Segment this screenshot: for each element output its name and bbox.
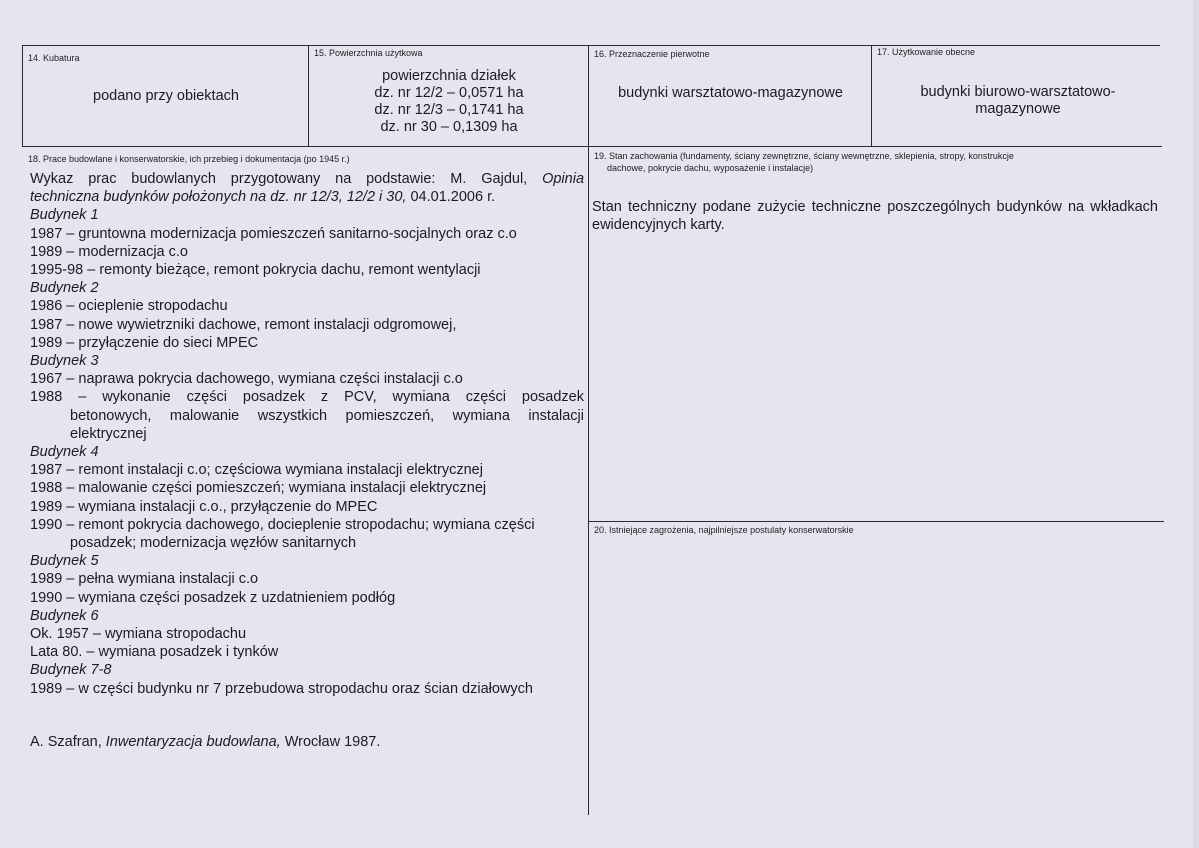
field-16-value: budynki warsztatowo-magazynowe xyxy=(618,85,843,101)
work-entry: 1995-98 – remonty bieżące, remont pokrycia dachu, remont wentylacji xyxy=(30,262,481,279)
work-entry: 1990 – remont pokrycia dachowego, docieplenie stropodachu; wymiana części xyxy=(30,516,535,533)
field-14-value: podano przy obiektach xyxy=(93,88,239,104)
building-heading: Budynek 6 xyxy=(30,607,99,624)
work-entry: 1989 – w części budynku nr 7 przebudowa stropodachu oraz ścian działowych xyxy=(30,680,533,697)
intro-italic: techniczna budynków położonych na dz. nr 12/3, 12/2 i 30, xyxy=(30,189,407,206)
building-heading: Budynek 5 xyxy=(30,553,99,570)
col-divider-16-17 xyxy=(871,45,872,147)
work-entry: 1987 – gruntowna modernizacja pomieszczeń sanitarno-socjalnych oraz c.o xyxy=(30,225,517,242)
field-15-line: dz. nr 12/2 – 0,0571 ha xyxy=(374,85,524,101)
col-divider-14-15 xyxy=(308,45,309,147)
field-15-line: dz. nr 12/3 – 0,1741 ha xyxy=(374,102,524,118)
section-19-label-line: dachowe, pokrycie dachu, wyposażenie i instalacje) xyxy=(607,163,814,173)
building-heading: Budynek 1 xyxy=(30,207,99,224)
field-17-line: budynki biurowo-warsztatowo- xyxy=(920,84,1116,100)
work-entry: 1987 – nowe wywietrzniki dachowe, remont instalacji odgromowej, xyxy=(30,316,457,333)
work-entry: 1989 – wymiana instalacji c.o., przyłączenie do MPEC xyxy=(30,498,378,515)
field-15-label: 15. Powierzchnia użytkowa xyxy=(314,48,423,58)
work-entry: 1967 – naprawa pokrycia dachowego, wymiana części instalacji c.o xyxy=(30,371,463,388)
work-entry-continuation: elektrycznej xyxy=(70,425,147,442)
col-divider-main xyxy=(588,45,589,815)
section-19-label xyxy=(594,150,1014,174)
field-16-label: 16. Przeznaczenie pierwotne xyxy=(594,49,710,59)
source-author: A. Szafran, xyxy=(30,734,106,750)
section-19-text: Stan techniczny podane zużycie techniczne poszczególnych budynków na wkładkach ewidencyjnych karty. xyxy=(592,199,1158,234)
intro-line xyxy=(30,170,584,188)
work-entry: 1988 – wykonanie części posadzek z PCV, wymiana części posadzek xyxy=(30,389,584,406)
work-entry: Lata 80. – wymiana posadzek i tynków xyxy=(30,644,279,661)
work-entry: 1989 – pełna wymiana instalacji c.o xyxy=(30,571,259,588)
section-18-label: 18. Prace budowlane i konserwatorskie, ich przebieg i dokumentacja (po 1945 r.) xyxy=(28,154,350,164)
building-heading: Budynek 3 xyxy=(30,353,99,370)
work-entry: 1989 – modernizacja c.o xyxy=(30,243,188,260)
left-border xyxy=(22,45,23,147)
section-19-label-line: 19. Stan zachowania (fundamenty, ściany zewnętrzne, ściany wewnętrzne, sklepienia, stropy, konstrukcje xyxy=(594,151,1014,161)
intro-italic: Opinia xyxy=(542,171,585,187)
field-15-value xyxy=(310,68,588,136)
section-20-label: 20. Istniejące zagrożenia, najpilniejsze postulaty konserwatorskie xyxy=(594,525,854,535)
field-15-line: dz. nr 30 – 0,1309 ha xyxy=(380,119,518,135)
work-entry-continuation: posadzek; modernizacja węzłów sanitarnych xyxy=(70,535,357,552)
work-entry-continuation: betonowych, malowanie wszystkich pomieszczeń, wymiana instalacji xyxy=(70,407,584,424)
work-entry: 1986 – ocieplenie stropodachu xyxy=(30,298,228,315)
work-entry: 1987 – remont instalacji c.o; częściowa wymiana instalacji elektrycznej xyxy=(30,462,483,479)
intro-date: 04.01.2006 r. xyxy=(406,189,496,206)
source-reference xyxy=(30,733,584,751)
building-heading: Budynek 2 xyxy=(30,280,99,297)
intro-line xyxy=(30,188,584,206)
work-entry: 1990 – wymiana części posadzek z uzdatnieniem podłóg xyxy=(30,589,396,606)
intro-text: Wykaz prac budowlanych przygotowany na podstawie: M. Gajdul, xyxy=(30,171,528,187)
section20-top-rule xyxy=(588,521,1164,522)
field-17-value xyxy=(873,84,1163,118)
source-title: Inwentaryzacja budowlana, xyxy=(105,734,281,750)
field-17-line: magazynowe xyxy=(975,101,1061,117)
header-bottom-rule xyxy=(22,146,1162,147)
work-entry: 1989 – przyłączenie do sieci MPEC xyxy=(30,334,259,351)
top-rule xyxy=(22,45,1160,46)
work-entry: 1988 – malowanie części pomieszczeń; wymiana instalacji elektrycznej xyxy=(30,480,487,497)
field-15-line: powierzchnia działek xyxy=(382,68,516,84)
field-17-label: 17. Użytkowanie obecne xyxy=(877,47,976,57)
source-place: Wrocław 1987. xyxy=(280,734,381,750)
field-14-label: 14. Kubatura xyxy=(28,53,80,63)
work-entry: Ok. 1957 – wymiana stropodachu xyxy=(30,626,247,643)
building-heading: Budynek 4 xyxy=(30,444,99,461)
building-heading: Budynek 7-8 xyxy=(30,662,112,679)
scan-edge xyxy=(1193,0,1199,848)
section-18-content xyxy=(30,170,584,698)
